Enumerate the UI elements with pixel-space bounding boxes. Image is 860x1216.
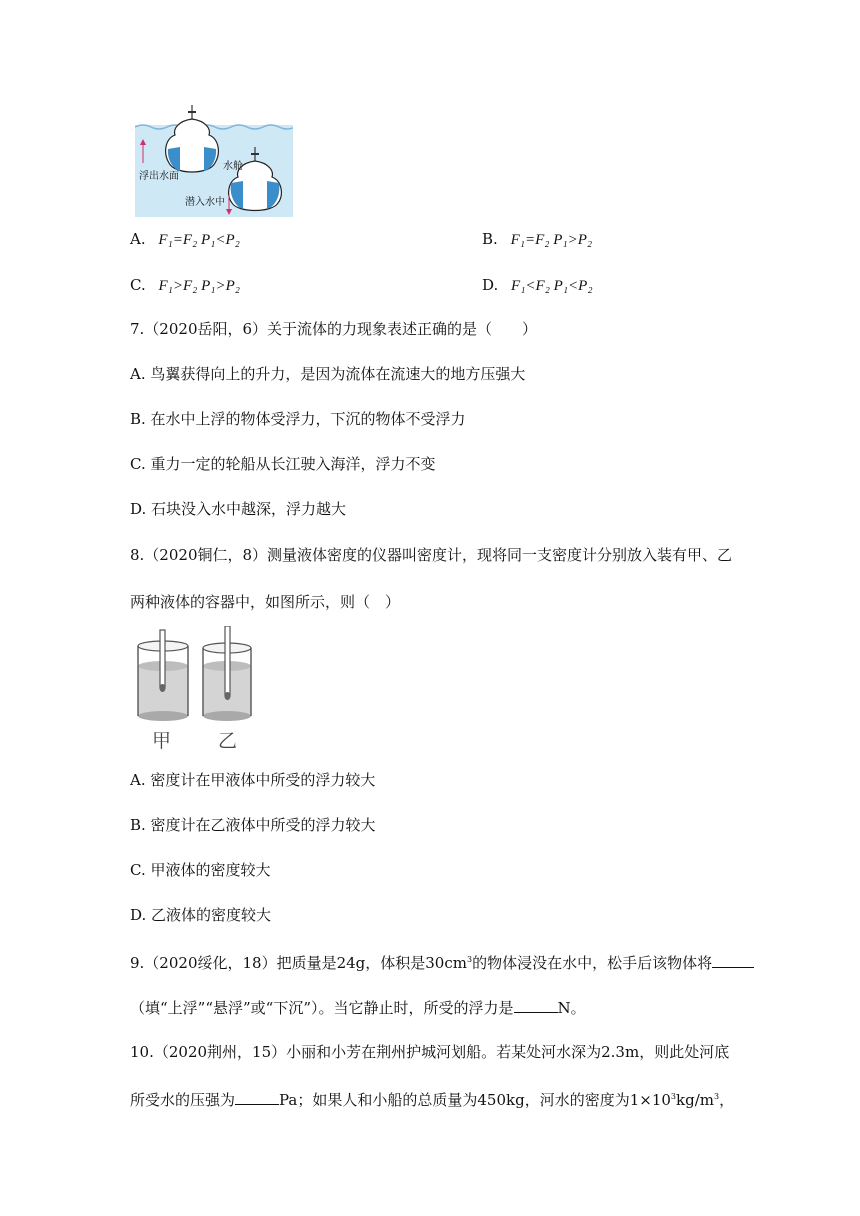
q9-text-c: （填“上浮”“悬浮”或“下沉”）。当它静止时，所受的浮力是 xyxy=(130,999,514,1017)
q7-option-d[interactable]: D. 石块没入水中越深，浮力越大 xyxy=(130,500,347,518)
hydrometer-figure xyxy=(134,626,254,750)
q7-stem: 7.（2020岳阳，6）关于流体的力现象表述正确的是（ ） xyxy=(130,320,538,338)
option-text: F₁=F₂ P₁<P₂ xyxy=(158,232,240,248)
q9-blank-2[interactable] xyxy=(514,998,558,1013)
option-letter: A. xyxy=(130,230,146,248)
option-letter: B. xyxy=(482,230,498,248)
q10-text-c: kg/m xyxy=(676,1091,714,1109)
q9-text-d: N。 xyxy=(557,999,586,1017)
q7-option-b[interactable]: B. 在水中上浮的物体受浮力，下沉的物体不受浮力 xyxy=(130,410,466,428)
q8-option-d[interactable]: D. 乙液体的密度较大 xyxy=(130,906,272,924)
submarine-figure xyxy=(135,103,293,217)
option-text: F₁<F₂ P₁<P₂ xyxy=(511,278,593,294)
q8-option-b[interactable]: B. 密度计在乙液体中所受的浮力较大 xyxy=(130,816,376,834)
q10-blank-1[interactable] xyxy=(235,1090,279,1105)
q9-text-a: 9.（2020绥化，18）把质量是24g，体积是30cm xyxy=(130,954,467,972)
q9-blank-1[interactable] xyxy=(712,953,754,968)
label-jia: 甲 xyxy=(152,730,172,752)
q7-option-a[interactable]: A. 鸟翼获得向上的升力，是因为流体在流速大的地方压强大 xyxy=(130,365,526,383)
q6-option-d[interactable] xyxy=(482,278,593,294)
container-jia xyxy=(138,630,188,721)
q9-line1 xyxy=(130,953,754,971)
label-ship: 水舱 xyxy=(223,161,243,172)
label-yi: 乙 xyxy=(218,730,238,752)
option-letter: D. xyxy=(482,276,499,294)
q10-sup-1: 3 xyxy=(670,1092,676,1101)
option-letter: C. xyxy=(130,276,146,294)
q10-text-a: 所受水的压强为 xyxy=(130,1091,236,1109)
q8-stem-line1: 8.（2020铜仁，8）测量液体密度的仪器叫密度计，现将同一支密度计分别放入装有甲、乙 xyxy=(130,546,733,564)
label-surface: 浮出水面 xyxy=(139,171,179,182)
q9-text-b: 的物体浸没在水中，松手后该物体将 xyxy=(472,954,713,972)
q6-option-a[interactable] xyxy=(130,232,240,248)
q10-line2 xyxy=(130,1090,734,1108)
option-text: F₁>F₂ P₁>P₂ xyxy=(158,278,241,294)
option-text: F₁=F₂ P₁>P₂ xyxy=(510,232,593,248)
q8-option-a[interactable]: A. 密度计在甲液体中所受的浮力较大 xyxy=(130,771,376,789)
q10-line1: 10.（2020荆州，15）小丽和小芳在荆州护城河划船。若某处河水深为2.3m，则此处河底 xyxy=(130,1043,730,1061)
q9-sup: 3 xyxy=(466,955,473,964)
q10-text-b: Pa；如果人和小船的总质量为450kg，河水的密度为1×10 xyxy=(279,1091,671,1109)
container-yi xyxy=(203,626,251,721)
q8-option-c[interactable]: C. 甲液体的密度较大 xyxy=(130,861,271,879)
label-dive: 潜入水中 xyxy=(185,197,225,208)
q6-option-b[interactable] xyxy=(482,232,592,248)
q10-sup-2: 3 xyxy=(713,1092,720,1101)
q9-line2 xyxy=(130,998,586,1016)
q8-stem-line2: 两种液体的容器中，如图所示，则（ ） xyxy=(130,593,401,611)
q10-text-d: ， xyxy=(719,1091,735,1109)
q7-option-c[interactable]: C. 重力一定的轮船从长江驶入海洋，浮力不变 xyxy=(130,455,436,473)
q6-option-c[interactable] xyxy=(130,278,240,294)
